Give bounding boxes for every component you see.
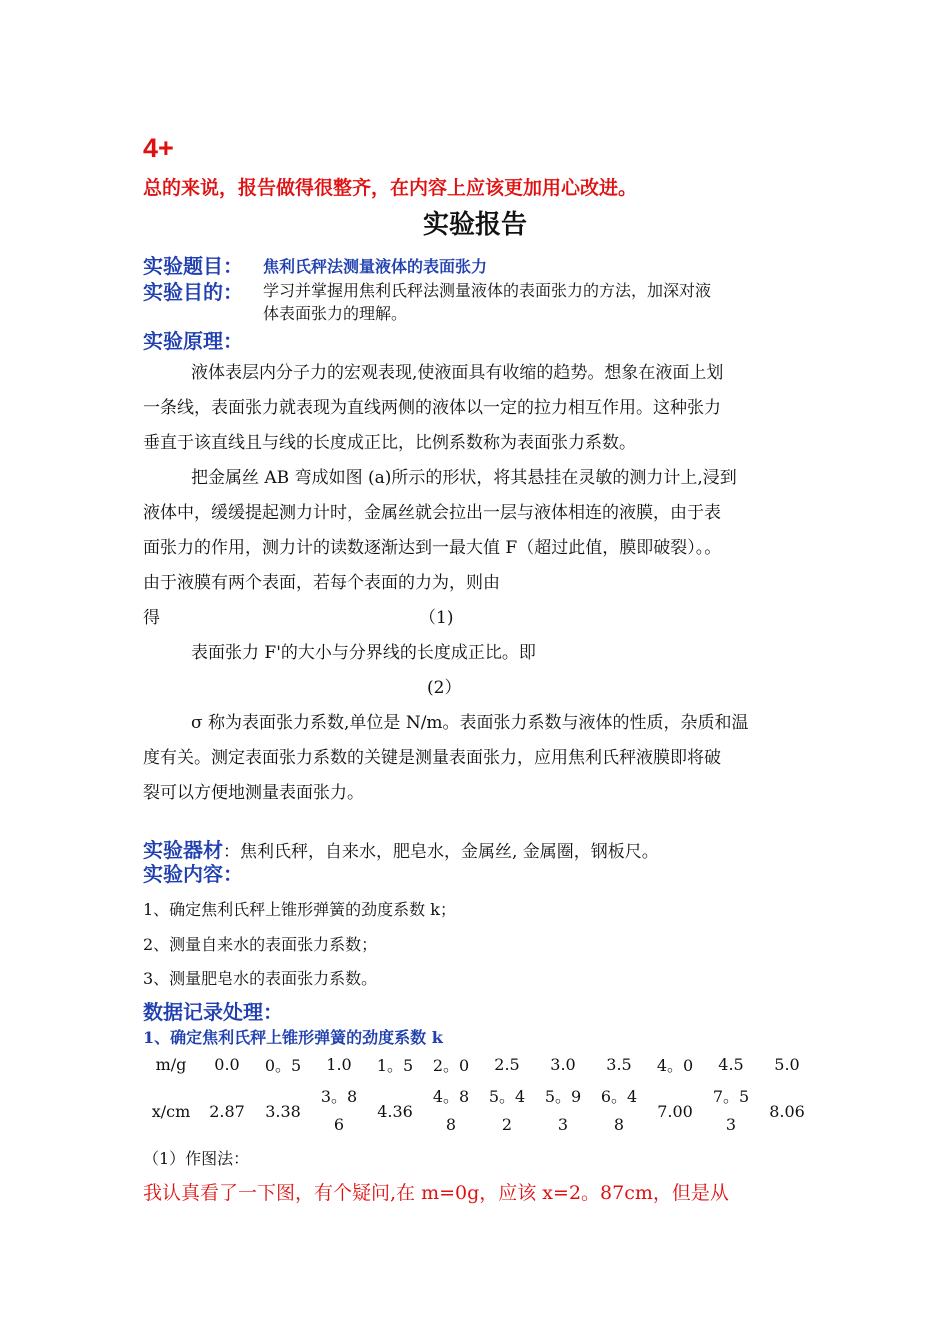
principle-label: 实验原理： bbox=[143, 329, 243, 353]
table-cell bbox=[591, 1082, 647, 1140]
data-label: 数据记录处理： bbox=[143, 1000, 283, 1024]
table-cell: 8.06 bbox=[769, 1101, 805, 1121]
equation-1-line bbox=[143, 601, 749, 636]
table-cell: 3.38 bbox=[265, 1101, 301, 1121]
table-cell: 2.87 bbox=[209, 1101, 245, 1121]
principle-body bbox=[143, 356, 749, 811]
cell-line: 7。5 bbox=[712, 1087, 750, 1106]
table-cell: 1.0 bbox=[326, 1054, 352, 1074]
table-cell: 4.36 bbox=[377, 1101, 413, 1121]
cell-line: 5。9 bbox=[544, 1087, 582, 1106]
grade-mark: 4+ bbox=[143, 133, 174, 163]
content-item-2: 2、测量自来水的表面张力系数； bbox=[143, 935, 378, 954]
topic-label: 实验题目： bbox=[143, 254, 243, 278]
equation-2-line bbox=[143, 671, 749, 706]
principle-line: 表面张力 F'的大小与分界线的长度成正比。即 bbox=[191, 643, 536, 663]
equipment-value: ：焦利氏秤，自来水，肥皂水，金属丝, 金属圈，钢板尺。 bbox=[223, 842, 659, 862]
cell-line: 3。8 bbox=[320, 1087, 358, 1106]
cell-line: 3 bbox=[557, 1115, 569, 1134]
table-cell: 2。0 bbox=[432, 1055, 470, 1075]
cell-line: 3 bbox=[725, 1115, 737, 1134]
spring-data-table bbox=[143, 1046, 815, 1140]
table-row-mass bbox=[143, 1046, 815, 1082]
table-cell: 4.5 bbox=[718, 1054, 744, 1074]
cell-line: 8 bbox=[445, 1115, 457, 1134]
principle-line: 垂直于该直线且与线的长度成正比，比例系数称为表面张力系数。 bbox=[143, 433, 636, 453]
data-subtitle: 1、确定焦利氏秤上锥形弹簧的劲度系数 k bbox=[143, 1028, 443, 1047]
principle-line: 一条线，表面张力就表现为直线两侧的液体以一定的拉力相互作用。这种张力 bbox=[143, 398, 721, 418]
table-cell: 3.0 bbox=[550, 1054, 576, 1074]
cell-line: 5。4 bbox=[488, 1087, 526, 1106]
table-cell bbox=[479, 1082, 535, 1140]
table-cell: 0。5 bbox=[264, 1055, 302, 1075]
table-cell: 5.0 bbox=[774, 1054, 800, 1074]
table-cell: 1。5 bbox=[376, 1055, 414, 1075]
content-item-1: 1、确定焦利氏秤上锥形弹簧的劲度系数 k； bbox=[143, 900, 456, 919]
cell-line: 2 bbox=[501, 1115, 513, 1134]
cell-line: 8 bbox=[613, 1115, 625, 1134]
principle-line: 度有关。测定表面张力系数的关键是测量表面张力，应用焦利氏秤液膜即将破 bbox=[143, 748, 721, 768]
table-cell: x/cm bbox=[151, 1101, 191, 1121]
equation-1-number: （1) bbox=[419, 608, 454, 628]
principle-line: 由于液膜有两个表面，若每个表面的力为，则由 bbox=[143, 573, 500, 593]
principle-line: 面张力的作用，测力计的读数逐渐达到一最大值 F（超过此值，膜即破裂）。。 bbox=[143, 538, 722, 558]
principle-line: σ 称为表面张力系数,单位是 N/m。表面张力系数与液体的性质，杂质和温 bbox=[191, 713, 749, 733]
content-label: 实验内容： bbox=[143, 862, 243, 886]
cell-line: 4。8 bbox=[432, 1087, 470, 1106]
table-cell: 0.0 bbox=[214, 1054, 240, 1074]
principle-line: 把金属丝 AB 弯成如图 (a)所示的形状，将其悬挂在灵敏的测力计上,浸到 bbox=[191, 468, 737, 488]
table-cell: m/g bbox=[155, 1054, 187, 1074]
table-cell: 7.00 bbox=[657, 1101, 693, 1121]
topic-value: 焦利氏秤法测量液体的表面张力 bbox=[263, 257, 488, 276]
cell-line: 6。4 bbox=[600, 1087, 638, 1106]
teacher-remark: 我认真看了一下图，有个疑问,在 m=0g，应该 x=2。87cm，但是从 bbox=[143, 1182, 729, 1204]
table-row-extension bbox=[143, 1082, 815, 1140]
table-cell bbox=[703, 1082, 759, 1140]
method-label: （1）作图法： bbox=[143, 1149, 250, 1168]
principle-line: 液体中，缓缓提起测力计时，金属丝就会拉出一层与液体相连的液膜，由于表 bbox=[143, 503, 721, 523]
table-cell bbox=[311, 1082, 367, 1140]
principle-line: 裂可以方便地测量表面张力。 bbox=[143, 783, 364, 803]
equipment-label: 实验器材 bbox=[143, 838, 223, 862]
equation-2-number: (2） bbox=[427, 678, 462, 698]
purpose-line-2: 体表面张力的理解。 bbox=[263, 304, 408, 323]
principle-line: 液体表层内分子力的宏观表现,使液面具有收缩的趋势。想象在液面上划 bbox=[191, 363, 724, 383]
table-cell: 4。0 bbox=[656, 1055, 694, 1075]
table-cell: 2.5 bbox=[494, 1054, 520, 1074]
purpose-line-1: 学习并掌握用焦利氏秤法测量液体的表面张力的方法，加深对液 bbox=[263, 281, 712, 300]
cell-line: 6 bbox=[333, 1115, 345, 1134]
teacher-comment: 总的来说，报告做得很整齐，在内容上应该更加用心改进。 bbox=[143, 177, 638, 199]
content-item-3: 3、测量肥皂水的表面张力系数。 bbox=[143, 969, 378, 988]
table-cell: 3.5 bbox=[606, 1054, 632, 1074]
table-cell bbox=[423, 1082, 479, 1140]
purpose-label: 实验目的： bbox=[143, 280, 243, 304]
de-text: 得 bbox=[143, 608, 160, 628]
table-cell bbox=[535, 1082, 591, 1140]
report-title: 实验报告 bbox=[422, 210, 527, 240]
